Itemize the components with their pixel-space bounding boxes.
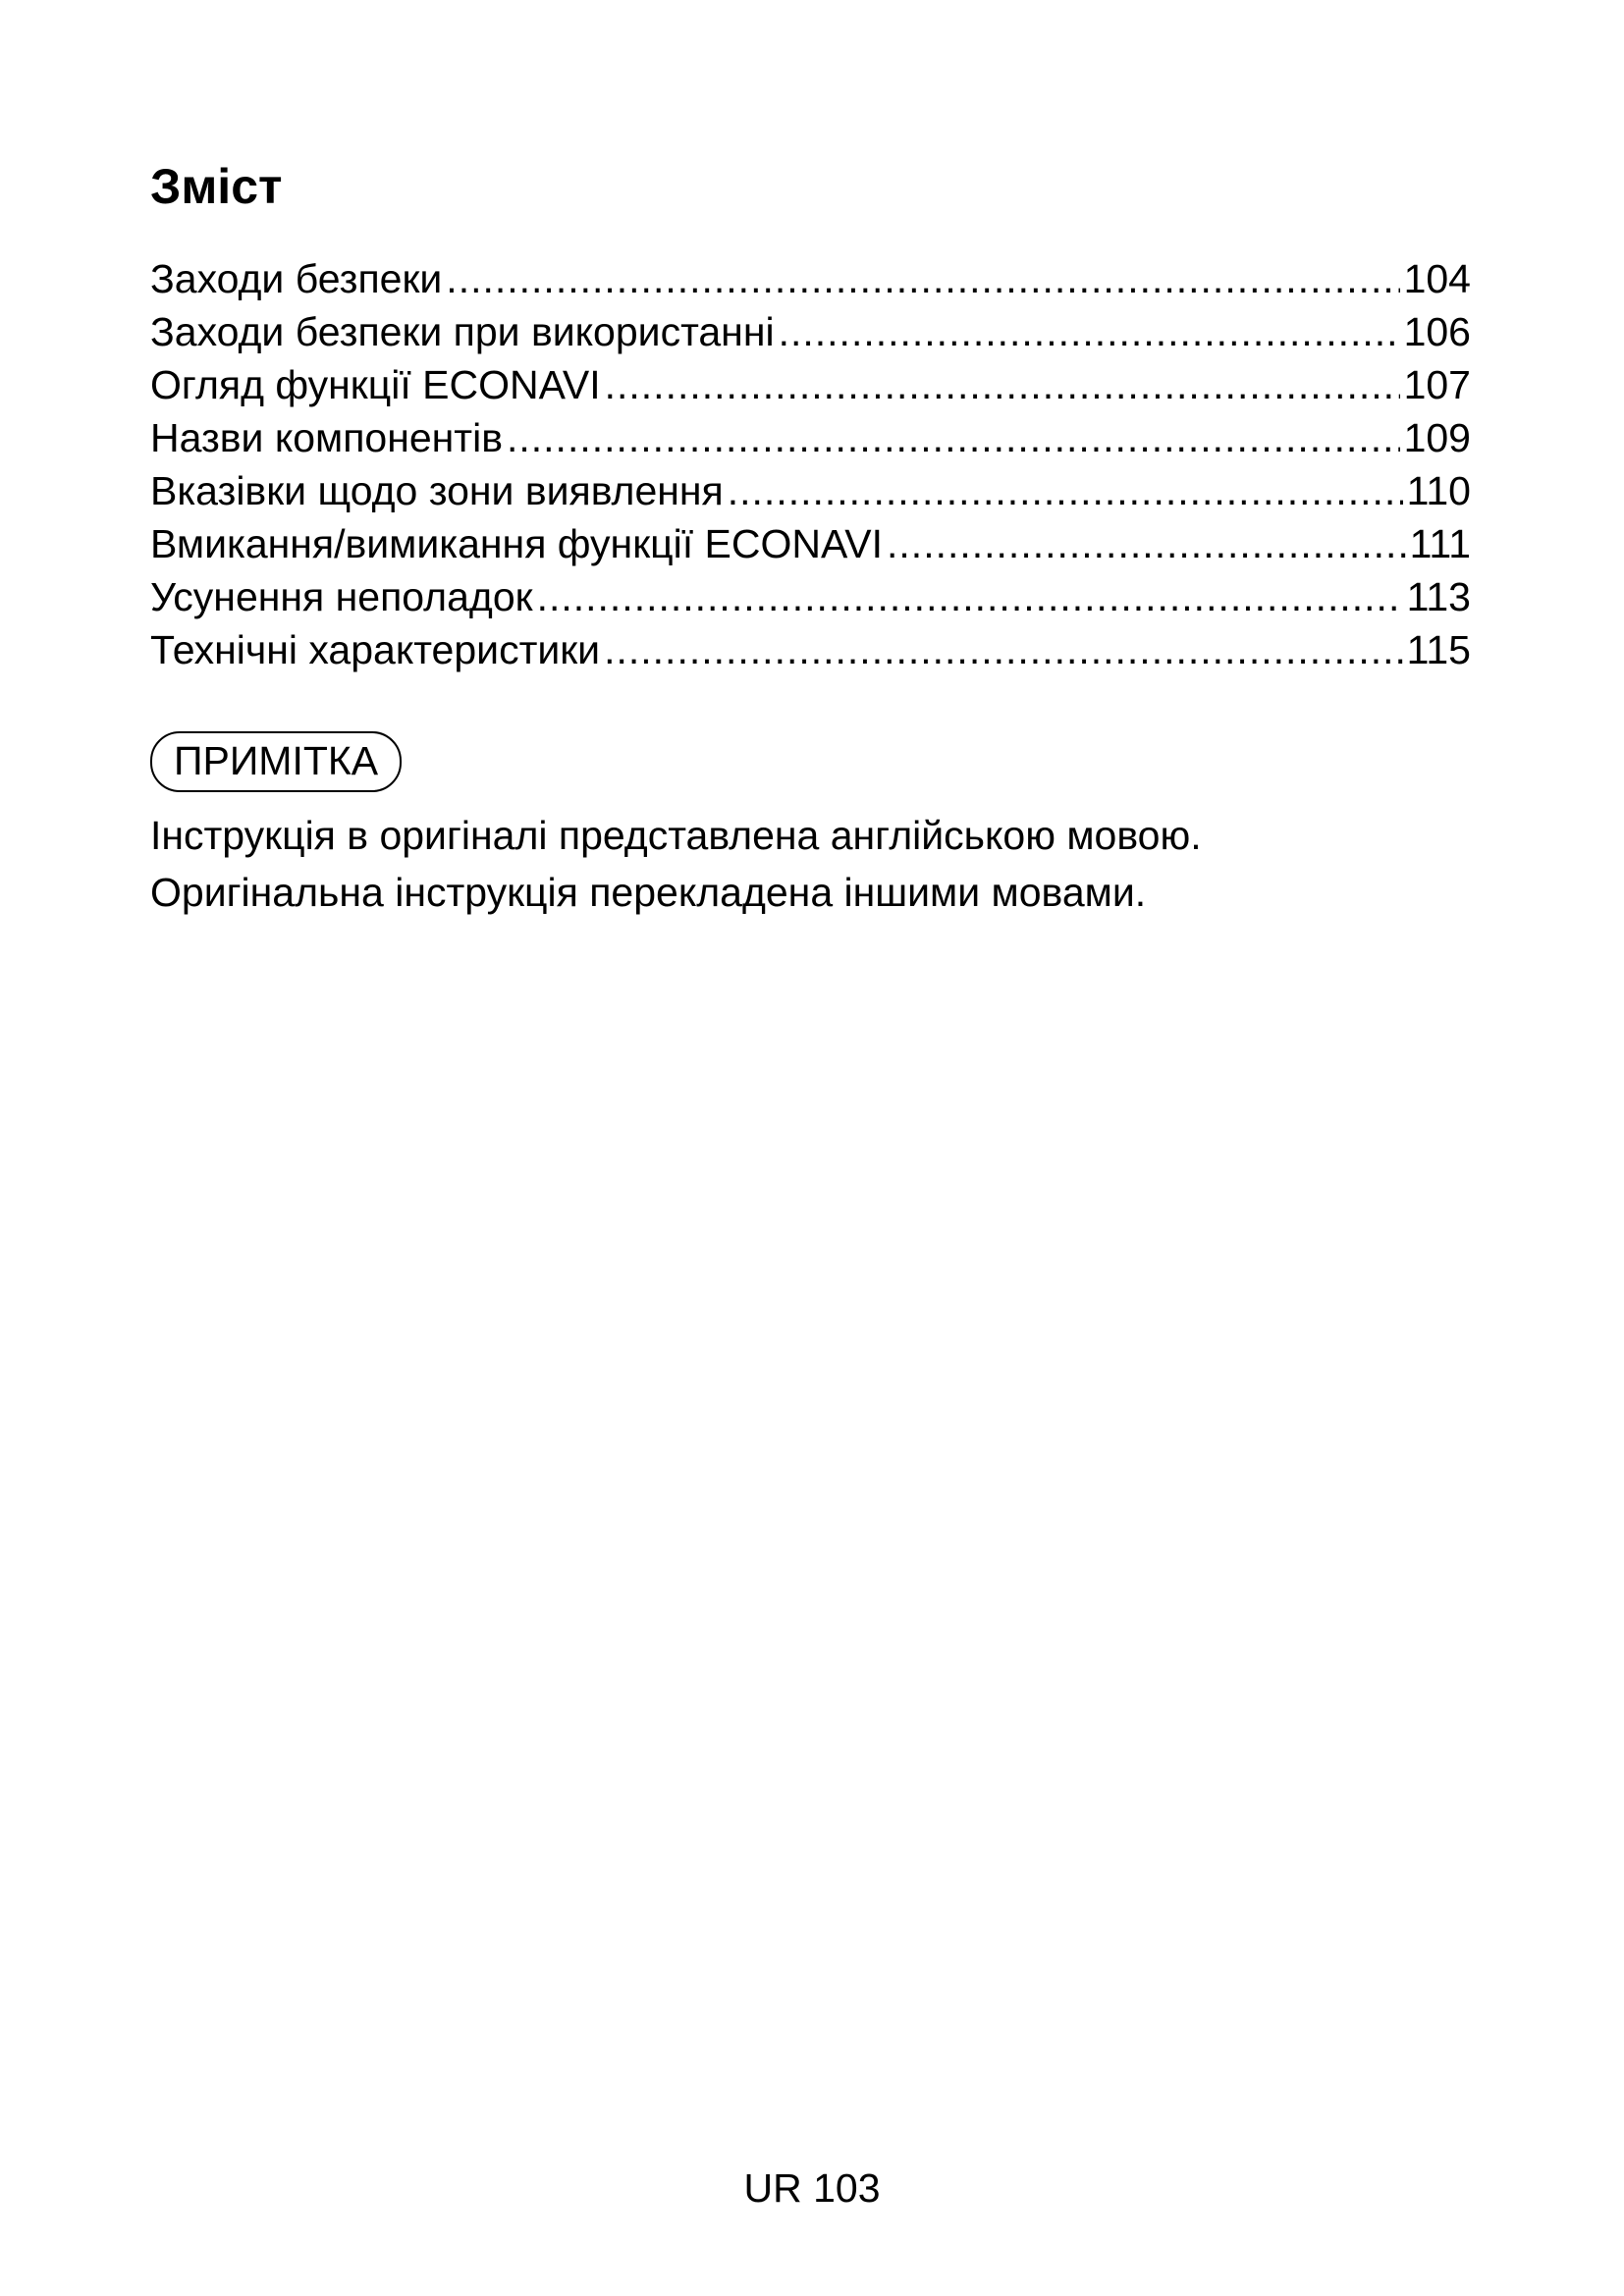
toc-entry-title: Технічні характеристики (150, 627, 601, 672)
toc-entry[interactable] (150, 358, 1471, 411)
toc-dot-leader (446, 252, 1399, 305)
page-number: UR 103 (743, 2165, 881, 2211)
note-badge: ПРИМІТКА (150, 731, 402, 792)
note-text (150, 807, 1471, 921)
toc-entry-title: Вмикання/вимикання функції ECONAVI (150, 521, 884, 566)
toc-entry-page: 109 (1403, 415, 1471, 460)
table-of-contents (150, 252, 1471, 676)
page-title: Зміст (150, 159, 283, 214)
note-line: Інструкція в оригіналі представлена англійською мовою. (150, 813, 1202, 858)
toc-entry-page: 104 (1403, 256, 1471, 301)
toc-entry-title: Заходи безпеки при використанні (150, 309, 775, 354)
toc-dot-leader (779, 305, 1400, 358)
toc-entry-title: Назви компонентів (150, 415, 503, 460)
toc-entry-page: 115 (1406, 627, 1471, 672)
toc-dot-leader (507, 411, 1400, 464)
toc-dot-leader (537, 570, 1403, 623)
toc-entry-title: Усунення неполадок (150, 574, 533, 619)
toc-entry[interactable] (150, 570, 1471, 623)
toc-entry[interactable] (150, 252, 1471, 305)
toc-entry[interactable] (150, 623, 1471, 676)
toc-entry-title: Заходи безпеки (150, 256, 443, 301)
toc-entry[interactable] (150, 305, 1471, 358)
toc-dot-leader (887, 517, 1406, 570)
toc-dot-leader (604, 623, 1403, 676)
toc-entry-page: 110 (1406, 468, 1471, 513)
toc-entry-page: 111 (1409, 521, 1471, 566)
toc-entry-title: Вказівки щодо зони виявлення (150, 468, 724, 513)
toc-entry-title: Огляд функції ECONAVI (150, 362, 601, 407)
toc-entry[interactable] (150, 517, 1471, 570)
note-line: Оригінальна інструкція перекладена іншими мовами. (150, 870, 1147, 915)
toc-entry[interactable] (150, 464, 1471, 517)
toc-entry[interactable] (150, 411, 1471, 464)
toc-dot-leader (605, 358, 1400, 411)
toc-entry-page: 113 (1406, 574, 1471, 619)
toc-dot-leader (728, 464, 1403, 517)
toc-entry-page: 106 (1403, 309, 1471, 354)
toc-entry-page: 107 (1403, 362, 1471, 407)
